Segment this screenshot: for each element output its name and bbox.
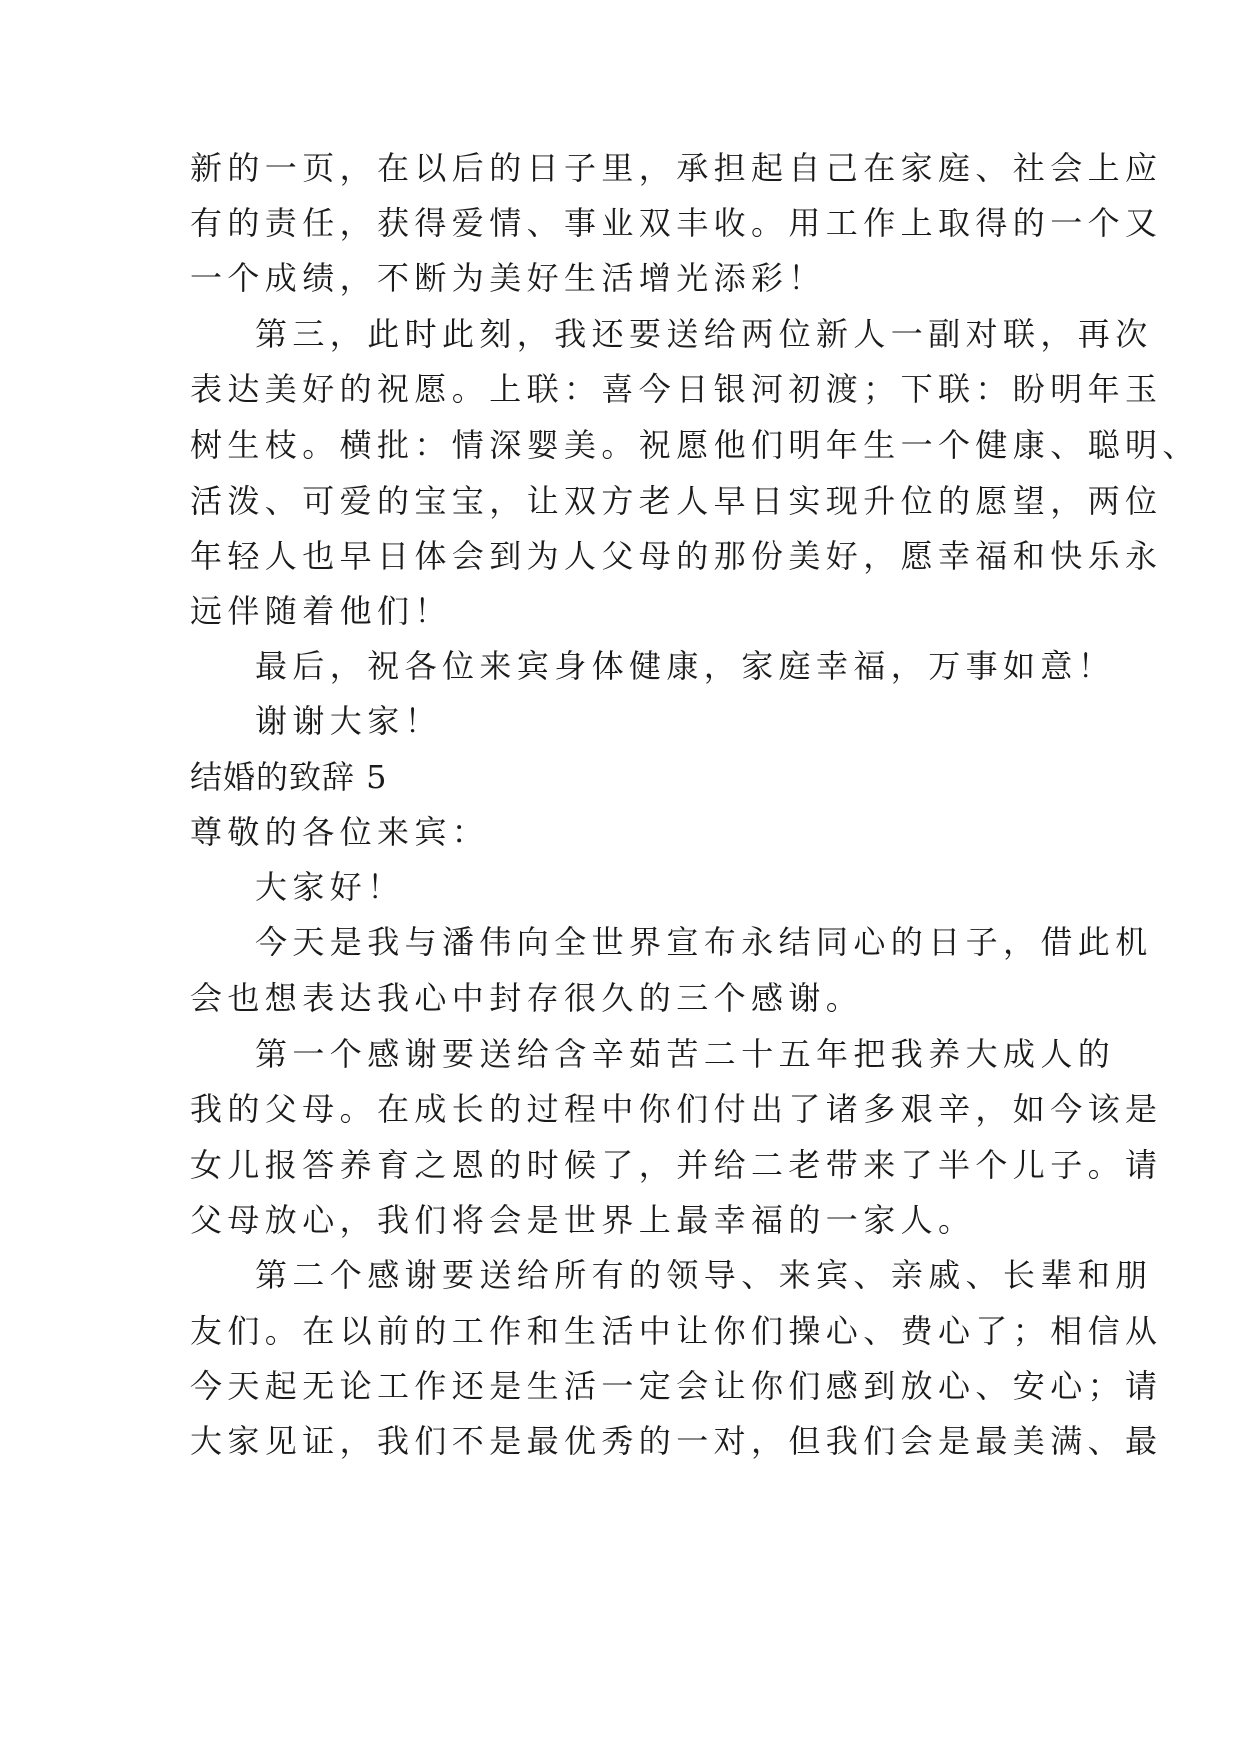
text-line: 表达美好的祝愿。上联：喜今日银河初渡；下联：盼明年玉 — [190, 370, 1163, 408]
text-line: 远伴随着他们！ — [190, 592, 452, 630]
text-line: 大家好！ — [255, 868, 405, 906]
text-line: 最后，祝各位来宾身体健康，家庭幸福，万事如意！ — [255, 647, 1116, 685]
text-line: 一个成绩，不断为美好生活增光添彩！ — [190, 259, 826, 297]
text-line: 今天是我与潘伟向全世界宣布永结同心的日子，借此机 — [255, 923, 1153, 961]
text-line: 女儿报答养育之恩的时候了，并给二老带来了半个儿子。请 — [190, 1146, 1163, 1184]
text-line: 第三，此时此刻，我还要送给两位新人一副对联，再次 — [255, 315, 1153, 353]
text-line: 第一个感谢要送给含辛茹苦二十五年把我养大成人的 — [255, 1035, 1116, 1073]
text-line: 会也想表达我心中封存很久的三个感谢。 — [190, 979, 864, 1017]
text-line: 友们。在以前的工作和生活中让你们操心、费心了；相信从 — [190, 1312, 1163, 1350]
text-line: 大家见证，我们不是最优秀的一对，但我们会是最美满、最 — [190, 1422, 1163, 1460]
text-line: 树生枝。横批：情深婴美。祝愿他们明年生一个健康、聪明、 — [190, 426, 1200, 464]
text-line: 新的一页，在以后的日子里，承担起自己在家庭、社会上应 — [190, 149, 1163, 187]
text-line: 谢谢大家！ — [255, 702, 443, 740]
text-line: 第二个感谢要送给所有的领导、来宾、亲戚、长辈和朋 — [255, 1256, 1153, 1294]
text-line: 今天起无论工作还是生活一定会让你们感到放心、安心；请 — [190, 1367, 1163, 1405]
text-line: 父母放心，我们将会是世界上最幸福的一家人。 — [190, 1201, 976, 1239]
text-line: 活泼、可爱的宝宝，让双方老人早日实现升位的愿望，两位 — [190, 482, 1163, 520]
section-heading: 结婚的致辞 5 — [190, 758, 388, 796]
text-line: 我的父母。在成长的过程中你们付出了诸多艰辛，如今该是 — [190, 1090, 1163, 1128]
salutation: 尊敬的各位来宾： — [190, 813, 490, 851]
text-line: 有的责任，获得爱情、事业双丰收。用工作上取得的一个又 — [190, 204, 1163, 242]
text-line: 年轻人也早日体会到为人父母的那份美好，愿幸福和快乐永 — [190, 537, 1163, 575]
